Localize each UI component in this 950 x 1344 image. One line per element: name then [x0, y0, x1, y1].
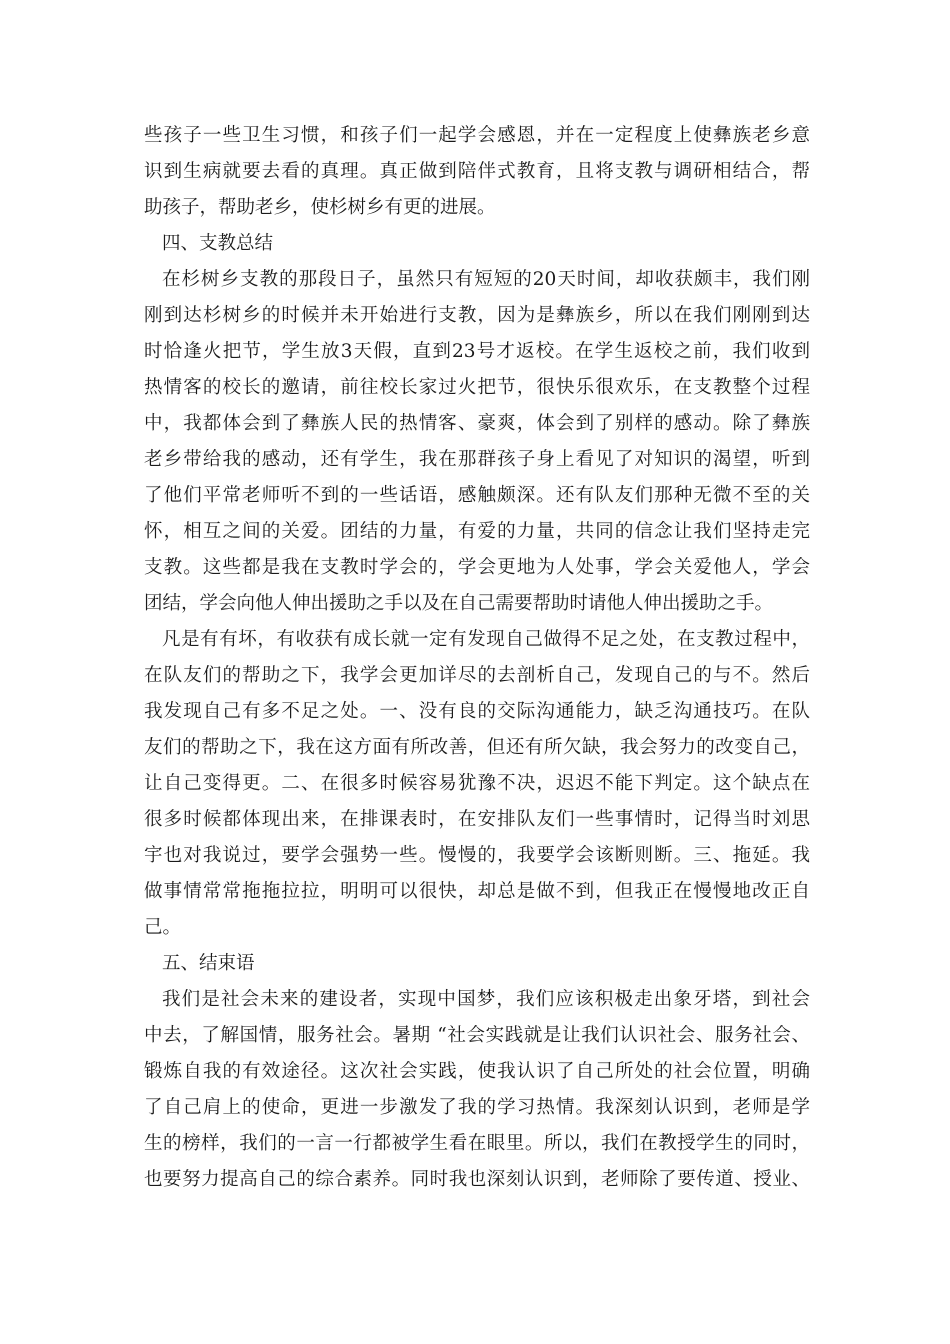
paragraph-continuation [144, 118, 810, 226]
document-body [144, 118, 810, 1198]
text-line: 怀，相互之间的关爱。团结的力量，有爱的力量，共同的信念让我们坚持走完 [144, 521, 810, 542]
text-line: 做事情常常拖拖拉拉，明明可以很快，却总是做不到，但我正在慢慢地改正自 [144, 881, 810, 902]
section-heading-conclusion: 五、结束语 [162, 953, 255, 974]
text-line: 宇也对我说过，要学会强势一些。慢慢的，我要学会该断则断。三、拖延。我 [144, 845, 810, 866]
text-line: 凡是有有坏，有收获有成长就一定有发现自己做得不足之处，在支教过程中， [162, 629, 810, 650]
text-line: 些孩子一些卫生习惯，和孩子们一起学会感恩，并在一定程度上使彝族老乡意 [144, 125, 810, 146]
section-heading-summary: 四、支教总结 [162, 233, 274, 254]
text-line: 中去，了解国情，服务社会。暑期 “社会实践就是让我们认识社会、服务社会、 [144, 1025, 810, 1046]
text-line: 老乡带给我的感动，还有学生，我在那群孩子身上看见了对知识的渴望，听到 [144, 449, 810, 470]
text-line: 了他们平常老师听不到的一些话语，感触颇深。还有队友们那种无微不至的关 [144, 485, 810, 506]
text-line: 友们的帮助之下，我在这方面有所改善，但还有所欠缺，我会努力的改变自己， [144, 737, 810, 758]
paragraph-summary [144, 262, 810, 622]
text-line: 时恰逢火把节，学生放3天假，直到23号才返校。在学生返校之前，我们收到 [144, 341, 810, 362]
paragraph-conclusion [144, 982, 810, 1198]
text-line: 刚到达杉树乡的时候并未开始进行支教，因为是彝族乡，所以在我们刚刚到达 [144, 305, 810, 326]
text-line: 在队友们的帮助之下，我学会更加详尽的去剖析自己，发现自己的与不。然后 [144, 665, 810, 686]
text-line: 在杉树乡支教的那段日子，虽然只有短短的20天时间，却收获颇丰，我们刚 [162, 269, 810, 290]
text-line: 生的榜样，我们的一言一行都被学生看在眼里。所以，我们在教授学生的同时， [144, 1133, 810, 1154]
text-line: 团结，学会向他人伸出援助之手以及在自己需要帮助时请他人伸出援助之手。 [144, 593, 774, 614]
paragraph-shortcomings [144, 622, 810, 946]
text-line: 助孩子，帮助老乡，使杉树乡有更的进展。 [144, 197, 496, 218]
text-line: 让自己变得更。二、在很多时候容易犹豫不决，迟迟不能下判定。这个缺点在 [144, 773, 810, 794]
text-line: 热情客的校长的邀请，前往校长家过火把节，很快乐很欢乐，在支教整个过程 [144, 377, 810, 398]
text-line: 识到生病就要去看的真理。真正做到陪伴式教育，且将支教与调研相结合，帮 [144, 161, 810, 182]
text-line: 己。 [144, 917, 182, 938]
text-line: 我发现自己有多不足之处。一、没有良的交际沟通能力，缺乏沟通技巧。在队 [144, 701, 810, 722]
text-line: 锻炼自我的有效途径。这次社会实践，使我认识了自己所处的社会位置，明确 [144, 1061, 810, 1082]
text-line: 中，我都体会到了彝族人民的热情客、豪爽，体会到了别样的感动。除了彝族 [144, 413, 810, 434]
text-line: 支教。这些都是我在支教时学会的，学会更地为人处事，学会关爱他人，学会 [144, 557, 810, 578]
text-line: 我们是社会未来的建设者，实现中国梦，我们应该积极走出象牙塔，到社会 [162, 989, 810, 1010]
text-line: 也要努力提高自己的综合素养。同时我也深刻认识到，老师除了要传道、授业、 [144, 1169, 810, 1190]
text-line: 很多时候都体现出来，在排课表时，在安排队友们一些事情时，记得当时刘思 [144, 809, 810, 830]
text-line: 了自己肩上的使命，更进一步激发了我的学习热情。我深刻认识到，老师是学 [144, 1097, 810, 1118]
